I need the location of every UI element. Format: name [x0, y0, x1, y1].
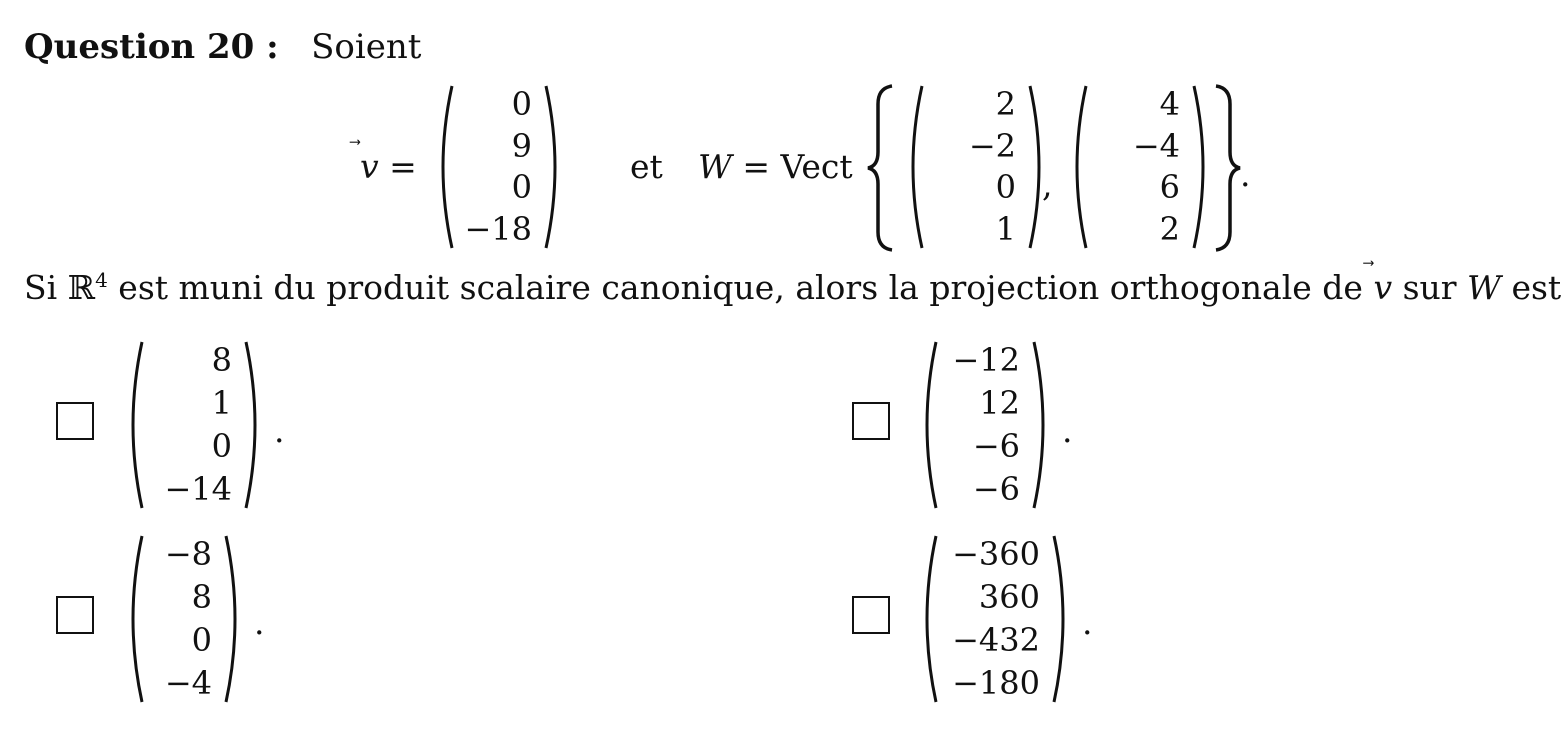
vector-v-entries — [456, 82, 542, 252]
option-d-checkbox[interactable] — [852, 596, 890, 634]
vector-entry: 0 — [511, 85, 532, 123]
vector-entry: 1 — [211, 384, 232, 422]
definition-period: . — [1240, 155, 1251, 194]
vector-entry: −6 — [972, 427, 1020, 465]
option-a-vector — [122, 338, 266, 512]
option-c-checkbox[interactable] — [56, 596, 94, 634]
prompt-w-symbol: W — [1467, 268, 1501, 307]
option-c-period: . — [254, 603, 265, 642]
option-b-checkbox[interactable] — [852, 402, 890, 440]
prompt-exponent: 4 — [95, 268, 108, 292]
v-equals: = — [389, 147, 417, 186]
vector-entry: 12 — [979, 384, 1020, 422]
vector-entry: −4 — [1132, 126, 1180, 165]
prompt-text-1: Si ℝ — [24, 268, 96, 307]
vector-entry: −6 — [972, 470, 1020, 508]
vector-entry: 2 — [995, 85, 1016, 123]
and-word: et — [630, 147, 663, 186]
option-a-period: . — [274, 411, 285, 450]
vector-entry: −14 — [164, 470, 232, 508]
left-paren — [916, 532, 940, 706]
question-title: Question 20 : — [24, 27, 279, 67]
vector-entry: 8 — [211, 341, 232, 379]
vector-entry: −360 — [952, 535, 1040, 573]
option-a-entries — [146, 338, 242, 512]
option-a-checkbox[interactable] — [56, 402, 94, 440]
left-paren — [432, 82, 456, 252]
vector-entry: 4 — [1159, 85, 1180, 123]
vector-entry: 6 — [1159, 168, 1180, 207]
vector-entry: 0 — [511, 168, 532, 207]
prompt-text-4: est — [1500, 268, 1561, 307]
prompt-v-symbol: v — [1373, 268, 1393, 307]
left-paren — [122, 338, 146, 512]
option-b-entries — [940, 338, 1030, 512]
right-paren — [542, 82, 566, 252]
vector-entry: 360 — [978, 578, 1040, 616]
vector-entry: 0 — [191, 621, 212, 659]
option-c-entries — [146, 532, 222, 706]
left-paren — [1066, 82, 1090, 252]
left-brace — [864, 82, 898, 254]
option-d-vector — [916, 532, 1074, 706]
vector-entry: −8 — [164, 535, 212, 573]
question-prompt — [24, 268, 1561, 307]
vector-entry: −4 — [164, 664, 212, 702]
v-symbol: v — [360, 147, 379, 186]
basis-2-entries — [1090, 82, 1190, 252]
w-symbol: W — [698, 147, 732, 186]
left-paren — [902, 82, 926, 252]
w-label — [698, 147, 853, 186]
vector-v — [432, 82, 566, 252]
vector-entry: −18 — [464, 209, 532, 248]
prompt-text-2: est muni du produit scalaire canonique, alors la projection orthogonale de — [107, 268, 1374, 307]
option-c-vector — [122, 532, 246, 706]
vector-entry: −2 — [968, 126, 1016, 165]
question-header — [24, 27, 422, 67]
vector-entry: −432 — [952, 621, 1040, 659]
vector-entry: 9 — [511, 126, 532, 165]
vector-entry: 1 — [995, 209, 1016, 248]
question-intro: Soient — [311, 27, 422, 67]
basis-vector-1 — [902, 82, 1050, 252]
right-paren — [222, 532, 246, 706]
vector-entry: 0 — [211, 427, 232, 465]
v-label — [360, 147, 417, 186]
right-paren — [1050, 532, 1074, 706]
vector-entry: 8 — [191, 578, 212, 616]
right-paren — [242, 338, 266, 512]
option-d-period: . — [1082, 603, 1093, 642]
left-paren — [916, 338, 940, 512]
vector-entry: 2 — [1159, 209, 1180, 248]
prompt-text-3: sur — [1392, 268, 1468, 307]
basis-1-entries — [926, 82, 1026, 252]
option-d-entries — [940, 532, 1050, 706]
w-equals-vect: = Vect — [742, 147, 853, 186]
option-b-vector — [916, 338, 1054, 512]
vector-entry: −12 — [952, 341, 1020, 379]
left-paren — [122, 532, 146, 706]
basis-vector-2 — [1066, 82, 1214, 252]
option-b-period: . — [1062, 411, 1073, 450]
vector-entry: 0 — [995, 168, 1016, 207]
right-paren — [1030, 338, 1054, 512]
basis-separator: , — [1042, 165, 1053, 204]
right-brace — [1210, 82, 1244, 254]
vector-entry: −180 — [952, 664, 1040, 702]
